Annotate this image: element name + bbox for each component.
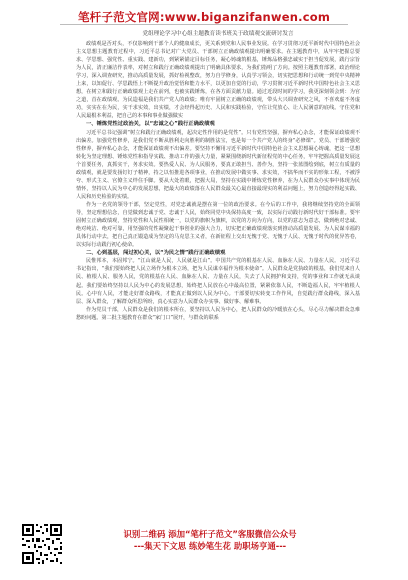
footer-promo — [70, 528, 350, 552]
document-body — [76, 30, 360, 500]
section-heading-2: 二、心到基层，闯过初心关，以“为民之情”践行正确政绩观 — [86, 250, 226, 257]
site-header — [0, 6, 408, 22]
header-divider — [60, 24, 348, 25]
qr-code-icon[interactable] — [20, 522, 64, 566]
site-brand: 笔杆子范文官网:www.biganzifanwen.com — [77, 10, 331, 24]
section-heading-1: 一、锤炼党性过政治关，以“忠诚之心”践行正确政绩观 — [86, 121, 215, 128]
section2-paragraph-1: 民惟邦本，本固邦宁。“江山就是人民，人民就是江山”。中国共产党的根基在人民、血脉在人民、力量在人民。习近平总书记指出，“我们要始终把人民立场作为根本立场，把为人民谋幸福作为根本使命”。人民群众是党执政的根基，我们党来自人民、植根人民、服务人民，党的根基在人民、血脉在人民、力量在人民，失去了人民拥护和支持，党的事业和工作就无从谈起。我们要始终坚持以人民为中心的发展思想，始终把人民放在心中最高位置，紧紧依靠人民，不断造福人民，牢牢植根人民。心中有人民，才能走好群众路线，才能真正做到以人民为中心。干部要切实转变工作作风，自觉践行群众路线，深入基层、深入群众，了解群众所思所盼，真心实意为人民群众办实事、做好事、解难事。 — [76, 258, 360, 305]
intro-paragraph: 政绩观是否对头，不仅影响到干部个人的健康成长，更关系到党和人民事业发展。在学习贯彻习近平新时代中国特色社会主义思想主题教育过程中，习近平总书记对广大党员、干部树立正确政绩观提出明确要求。在主题教育中，从牢牢把握总要求、学思想、强党性、重实践、建新功，到紧紧锚定目标任务，凝心铸魂筑根基，锤炼品格强忠诚实于担当促发展，践行宗旨为人民，清正廉洁作表率，对树立和践行正确政绩观提出了明确具体要求，为我们指明了方向。按照主题教育部署，政治理论学习，深入调查研究，推动高质量发展，抓好检视整改，努力自学修身，认真学习领会，切实把思想和行动统一到党中央精神上来，以知促行、学思践悟上不断提升政治觉悟和能力水平，以更加自觉的行动，学习贯彻习近平新时代中国特色社会主义思想，在树立和践行正确政绩观上走在前列，也被实践锤炼，在各方面贡献力量。通过近段时间的学习，我更深刻领会到：为官之道，首在政绩观。为民造福是我们共产党人的政绩；唯有牢固树立正确的政绩观，带头大兴调查研究之风，不喜欢虚不务虚功，实实在在为民，实干求实效，出实绩，才会经得起历史、人民和实践检验，守住让党放心、让人民满意的底线。守住党和人民最根本利益，把自己的本事和事业做强做实 — [76, 41, 360, 120]
section1-paragraph-2: 作为一名党的领导干部，坚定党性，对党忠诚就是摆在第一位的政治要求。在今后的工作中，我将继续坚持党的全面领导，坚定理想信念，自觉做到忠诚于党、忠诚于人民，始终同党中央保持高度一致，以实际行动践行新时代好干部标准。要牢固树立正确政绩观，坚持党性和人民性相统一，以党的旗帜为旗帜，以党的方向为方向，以党的意志为意志，做到绝对忠诚、绝对纯洁、绝对可靠，用坚强的党性凝聚起干事创业的强大合力，切实把正确政绩观落实到推动高质量发展、为人民谋幸福的具体行动中去，把自己真正锻造成为坚定的马克思主义者，在新征程上交出无愧于党、无愧于人民、无愧于时代的优异答卷，以实际行动践行初心使命。 — [76, 201, 360, 249]
footer-slogan: ---集天下文思 练妙笔生花 助职场亨通--- — [133, 541, 287, 551]
document-title: 党组理论学习中心组主题教育读书班关于政绩观交流研讨发言 — [142, 31, 294, 37]
section1-paragraph-1: 习近平总书记强调“树立和践行正确政绩观，起决定性作用的是党性”。只有党性坚强，摒弃私心杂念，才能保证政绩观不出偏差。加强党性修养，是我们党不断从胜利走向胜利的制胜法宝，也是每一个共产党人的终身“必修课”。党员、干部增强党性修养，摒弃私心杂念，才能保证政绩观不出偏差。要坚持不懈用习近平新时代中国特色社会主义思想凝心铸魂，把这一思想转化为坚定理想、锤炼党性和指导实践、推动工作的强大力量，紧紧围绕新时代新征程党的中心任务，牢牢把握高质量发展这个首要任务，真抓实干，务求实效。要热爱人民、为人民服务，要真正敢担当、善作为，坚持一张蓝图绘到底，树立有质量的政绩观，就是要发扬钉钉子精神，持之以恒推进各项事业，在推动发展中做实事、求实效，不搞华而不实的形象工程，不被浮夸、形式主义、官僚主义绊住手脚。要从大处着眼，把握大局，坚持在实践中锤炼党性修养，在为人民群众办实事中体现为民情怀，坚持以人民为中心的发展思想，把最大的政绩落在人民群众最关心最直接最现实的利益问题上，努力创造经得起实践、人民和历史检验的实绩。 — [76, 129, 360, 200]
footer-cta: 识别二维码 添加“笔杆子范文”客服微信公众号 — [123, 529, 297, 539]
qr-code-graphic — [20, 522, 64, 566]
section2-paragraph-2: 作为党员干部，人民群众是我们的根本所在，要坚持以人民为中心，把人民群众的冷暖放在心头，尽心尽力解决群众急难愁盼问题。第二批主题教育在群众“家门口”展开，与群众的联系 — [76, 306, 360, 321]
